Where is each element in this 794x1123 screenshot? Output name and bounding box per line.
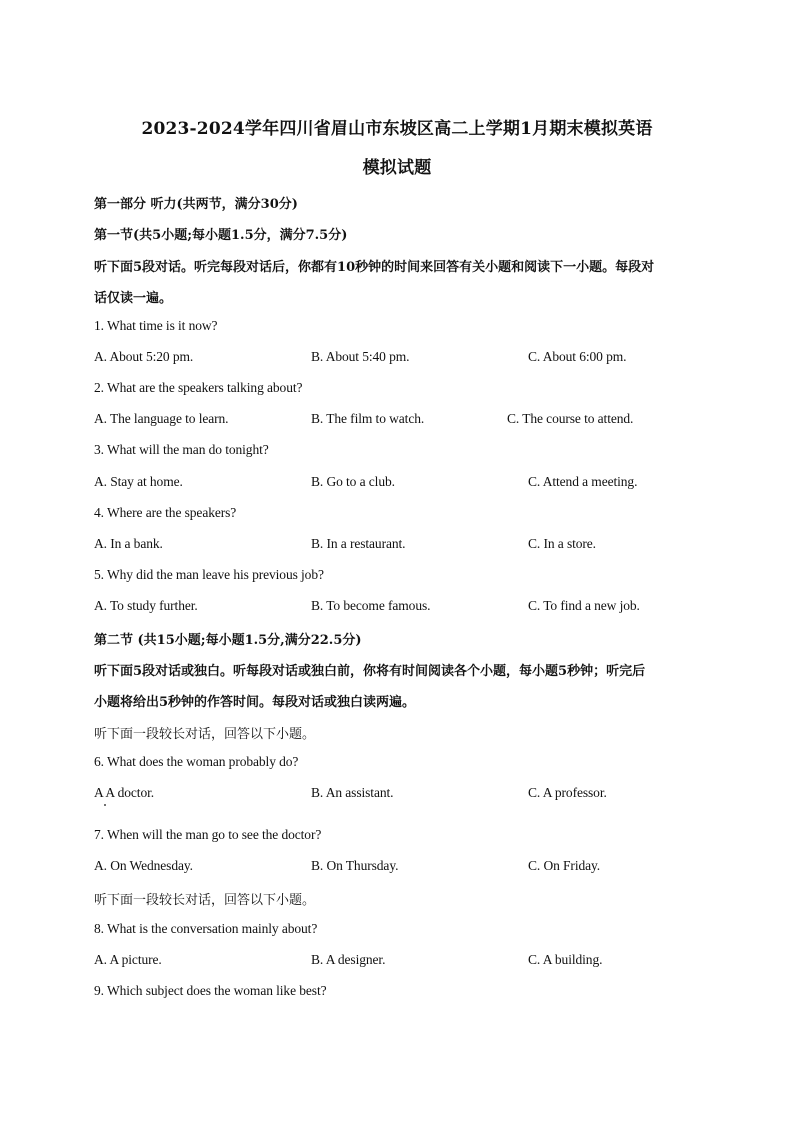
question-4: 4. Where are the speakers? xyxy=(94,505,237,520)
question-3: 3. What will the man do tonight? xyxy=(94,442,269,457)
q6-option-a: A A doctor. xyxy=(94,785,155,800)
section2-heading: 第二节 (共15小题;每小题1.5分,满分22.5分) xyxy=(94,633,362,648)
page-title-line-1: 2023-2024学年四川省眉山市东坡区高二上学期1月期末模拟英语 xyxy=(141,119,653,139)
q5-option-b: B. To become famous. xyxy=(311,598,431,613)
question-9: 9. Which subject does the woman like best? xyxy=(94,983,327,998)
section1-heading: 第一节(共5小题;每小题1.5分，满分7.5分) xyxy=(94,228,348,243)
q1-option-a: A. About 5:20 pm. xyxy=(94,349,194,364)
question-1: 1. What time is it now? xyxy=(94,318,218,333)
question-2: 2. What are the speakers talking about? xyxy=(94,380,303,395)
section1-instruction-line-2: 话仅读一遍。 xyxy=(94,291,173,306)
question-8: 8. What is the conversation mainly about? xyxy=(94,921,318,936)
long-dialogue-note-2: 听下面一段较长对话，回答以下小题。 xyxy=(94,893,316,908)
q8-option-c: C. A building. xyxy=(528,952,603,967)
q3-option-b: B. Go to a club. xyxy=(311,474,395,489)
q4-option-a: A. In a bank. xyxy=(94,536,163,551)
q7-option-a: A. On Wednesday. xyxy=(94,858,193,873)
q6-option-b: B. An assistant. xyxy=(311,785,394,800)
section2-instruction-line-2: 小题将给出5秒钟的作答时间。每段对话或独白读两遍。 xyxy=(94,695,416,710)
part1-heading: 第一部分 听力(共两节，满分30分) xyxy=(94,197,298,212)
q6-option-c: C. A professor. xyxy=(528,785,607,800)
q2-option-b: B. The film to watch. xyxy=(311,411,425,426)
question-6: 6. What does the woman probably do? xyxy=(94,754,299,769)
q8-option-b: B. A designer. xyxy=(311,952,386,967)
q4-option-b: B. In a restaurant. xyxy=(311,536,406,551)
q7-option-b: B. On Thursday. xyxy=(311,858,399,873)
q3-option-a: A. Stay at home. xyxy=(94,474,183,489)
q1-option-c: C. About 6:00 pm. xyxy=(528,349,627,364)
q3-option-c: C. Attend a meeting. xyxy=(528,474,638,489)
q5-option-a: A. To study further. xyxy=(94,598,198,613)
q1-option-b: B. About 5:40 pm. xyxy=(311,349,410,364)
q2-option-a: A. The language to learn. xyxy=(94,411,229,426)
question-5: 5. Why did the man leave his previous job? xyxy=(94,567,324,582)
stray-dot-mark xyxy=(104,804,106,806)
q7-option-c: C. On Friday. xyxy=(528,858,601,873)
q8-option-a: A. A picture. xyxy=(94,952,162,967)
q4-option-c: C. In a store. xyxy=(528,536,596,551)
question-7: 7. When will the man go to see the doctor? xyxy=(94,827,322,842)
page-title-line-2: 模拟试题 xyxy=(362,158,432,178)
section1-instruction-line-1: 听下面5段对话。听完每段对话后，你都有10秒钟的时间来回答有关小题和阅读下一小题。每段对 xyxy=(94,260,655,275)
q5-option-c: C. To find a new job. xyxy=(528,598,640,613)
long-dialogue-note-1: 听下面一段较长对话，回答以下小题。 xyxy=(94,727,316,742)
section2-instruction-line-1: 听下面5段对话或独白。听每段对话或独白前，你将有时间阅读各个小题，每小题5秒钟；听完后 xyxy=(94,664,646,679)
q2-option-c: C. The course to attend. xyxy=(507,411,634,426)
